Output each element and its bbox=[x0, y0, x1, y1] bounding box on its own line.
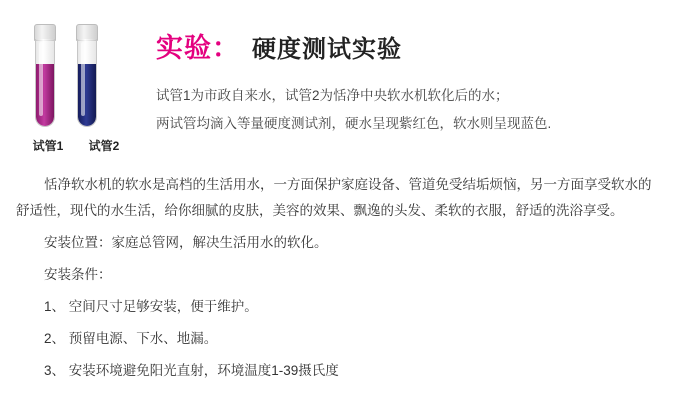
subtitle-block bbox=[156, 82, 680, 138]
header-section bbox=[0, 0, 680, 154]
intro-paragraph: 恬净软水机的软水是高档的生活用水，一方面保护家庭设备、管道免受结垢烦恼，另一方面享受软水的舒适性，现代的水生活，给你细腻的皮肤，美容的效果、飘逸的头发、柔软的衣服，舒适的洗浴享受。 bbox=[16, 177, 652, 218]
subtitle-line-1: 试管1为市政自来水，试管2为恬净中央软水机软化后的水； bbox=[156, 88, 509, 103]
list-item: 3、 安装环境避免阳光直射，环境温度1-39摄氏度 bbox=[44, 363, 339, 378]
test-tube-2 bbox=[74, 24, 100, 128]
list-item: 1、 空间尺寸足够安装，便于维护。 bbox=[44, 299, 258, 314]
test-tube-2-highlight bbox=[81, 42, 85, 116]
test-tube-1-body bbox=[35, 39, 55, 127]
title-sub: 硬度测试实验 bbox=[252, 36, 402, 63]
title-main: 实验： bbox=[156, 33, 240, 63]
test-tube-2-label: 试管2 bbox=[88, 139, 120, 153]
header-text-block bbox=[138, 14, 680, 138]
test-tube-labels bbox=[18, 137, 138, 154]
list-item: 2、 预留电源、下水、地漏。 bbox=[44, 331, 218, 346]
subtitle-line-2: 两试管均滴入等量硬度测试剂，硬水呈现紫红色，软水则呈现蓝色. bbox=[156, 116, 552, 131]
install-condition-title: 安装条件： bbox=[44, 267, 112, 282]
test-tubes-row bbox=[18, 18, 138, 128]
content-section bbox=[0, 154, 680, 384]
test-tubes-figure bbox=[18, 14, 138, 154]
test-tube-1 bbox=[32, 24, 58, 128]
test-tube-1-highlight bbox=[39, 42, 43, 116]
page-title bbox=[156, 26, 680, 65]
test-tube-2-body bbox=[77, 39, 97, 127]
test-tube-1-label: 试管1 bbox=[32, 139, 64, 153]
install-position-line: 安装位置：家庭总管网，解决生活用水的软化。 bbox=[44, 235, 328, 250]
